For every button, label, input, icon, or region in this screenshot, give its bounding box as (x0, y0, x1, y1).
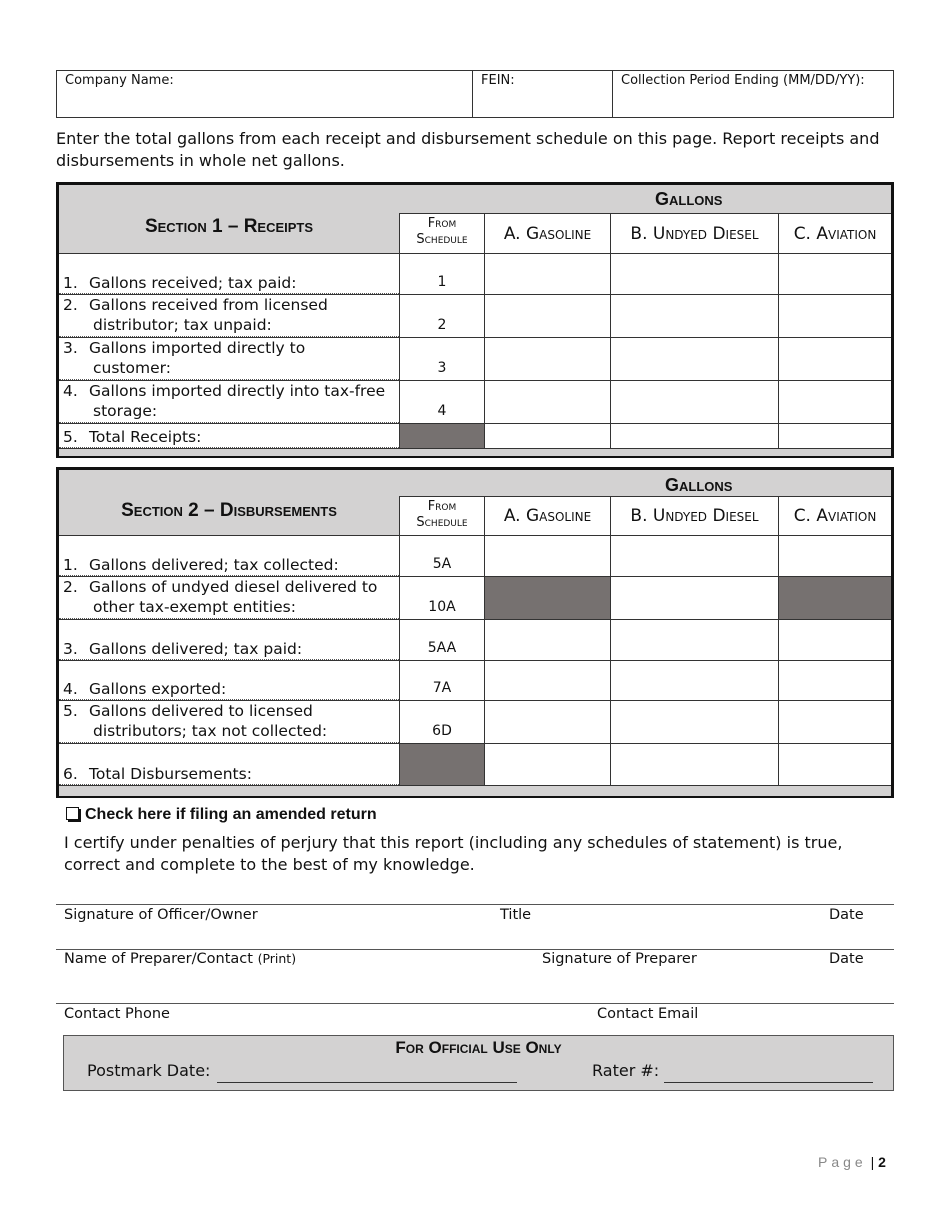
row-label: 6. Total Disbursements: (63, 765, 252, 783)
table-row (59, 576, 891, 619)
gasoline-input[interactable] (484, 338, 610, 380)
schedule-ref: 5AA (399, 620, 484, 660)
schedule-ref: 7A (399, 661, 484, 700)
undyed-diesel-input[interactable] (610, 338, 778, 380)
collection-period-field[interactable] (613, 71, 893, 117)
table-row (59, 337, 891, 380)
table-row (59, 294, 891, 337)
checkbox-icon[interactable] (66, 807, 79, 820)
gasoline-header: A. Gasoline (484, 213, 610, 253)
signature-line-preparer[interactable] (56, 949, 894, 950)
gallons-header: Gallons (655, 189, 723, 209)
amended-return-label: Check here if filing an amended return (85, 806, 377, 823)
gasoline-input[interactable] (484, 536, 610, 576)
schedule-ref: 10A (399, 577, 484, 619)
company-name-field[interactable] (57, 71, 473, 117)
aviation-input[interactable] (778, 620, 891, 660)
undyed-diesel-header: B. Undyed Diesel (610, 213, 778, 253)
undyed-diesel-input[interactable] (610, 295, 778, 337)
page-word: Page (818, 1154, 867, 1170)
row-label: 4. Gallons exported: (63, 680, 227, 698)
postmark-date-field[interactable] (217, 1082, 517, 1083)
table-row (59, 619, 891, 660)
preparer-name-label: Name of Preparer/Contact (Print) (64, 951, 297, 967)
header-fields (56, 70, 894, 118)
aviation-header: C. Aviation (778, 496, 891, 535)
gasoline-input[interactable] (484, 381, 610, 423)
undyed-diesel-input[interactable] (610, 381, 778, 423)
official-use-box (63, 1035, 894, 1091)
title-label: Title (500, 907, 532, 923)
section-2-disbursements-table (56, 467, 894, 798)
undyed-diesel-input[interactable] (610, 701, 778, 743)
gasoline-input[interactable] (484, 295, 610, 337)
schedule-ref: 5A (399, 536, 484, 576)
undyed-diesel-input[interactable] (610, 254, 778, 294)
aviation-input[interactable] (778, 295, 891, 337)
gasoline-header: A. Gasoline (484, 496, 610, 535)
aviation-input[interactable] (778, 536, 891, 576)
certification-statement: I certify under penalties of perjury that this report (including any schedules of statement) is true, correct and complete to the best of my knowledge. (64, 833, 843, 874)
date-label: Date (829, 951, 864, 967)
row-label: 3. Gallons delivered; tax paid: (63, 640, 303, 658)
section-1-title: Section 1 – Receipts (144, 216, 314, 237)
print-note: (Print) (257, 951, 297, 966)
company-name-label: Company Name: (65, 73, 174, 88)
fein-label: FEIN: (481, 73, 515, 88)
aviation-total-input[interactable] (778, 424, 891, 448)
contact-email-label: Contact Email (597, 1006, 699, 1022)
undyed-diesel-total-input[interactable] (610, 424, 778, 448)
from-schedule-header: From Schedule (399, 496, 484, 535)
schedule-ref: 3 (399, 338, 484, 380)
section-2-title: Section 2 – Disbursements (121, 500, 337, 521)
amended-return-checkbox[interactable] (66, 806, 377, 824)
contact-phone-label: Contact Phone (64, 1006, 170, 1022)
rater-field[interactable] (664, 1082, 873, 1083)
undyed-diesel-input[interactable] (610, 577, 778, 619)
aviation-blocked-cell (778, 577, 891, 619)
undyed-diesel-header: B. Undyed Diesel (610, 496, 778, 535)
contact-line[interactable] (56, 1003, 894, 1004)
table-row-total (59, 743, 891, 785)
gasoline-blocked-cell (484, 577, 610, 619)
postmark-date-label: Postmark Date: (87, 1061, 211, 1080)
row-label: 1. Gallons delivered; tax collected: (63, 556, 339, 574)
aviation-input[interactable] (778, 701, 891, 743)
table-row (59, 700, 891, 743)
gasoline-total-input[interactable] (484, 424, 610, 448)
aviation-input[interactable] (778, 661, 891, 700)
gasoline-input[interactable] (484, 701, 610, 743)
instructions: Enter the total gallons from each receipt and disbursement schedule on this page. Report receipts and disbursements in whole net gallons. (56, 129, 880, 170)
aviation-input[interactable] (778, 254, 891, 294)
row-label: 5. Total Receipts: (63, 428, 202, 446)
row-label: 1. Gallons received; tax paid: (63, 274, 297, 292)
aviation-header: C. Aviation (778, 213, 891, 253)
page-footer: Page | 2 (818, 1154, 886, 1170)
table-row (59, 253, 891, 294)
fein-field[interactable] (473, 71, 613, 117)
schedule-ref-blocked (399, 744, 484, 785)
undyed-diesel-total-input[interactable] (610, 744, 778, 785)
collection-period-label: Collection Period Ending (MM/DD/YY): (621, 73, 865, 88)
from-schedule-header: From Schedule (399, 213, 484, 253)
schedule-ref: 4 (399, 381, 484, 423)
preparer-signature-label: Signature of Preparer (542, 951, 697, 967)
rater-label: Rater #: (592, 1061, 660, 1080)
undyed-diesel-input[interactable] (610, 536, 778, 576)
schedule-ref: 2 (399, 295, 484, 337)
table-row (59, 660, 891, 700)
page-number: 2 (878, 1154, 886, 1170)
table-row-total (59, 423, 891, 448)
gasoline-input[interactable] (484, 620, 610, 660)
schedule-ref: 1 (399, 254, 484, 294)
row-label: 4. Gallons imported directly into tax-free storage: (63, 382, 386, 420)
row-label: 2. Gallons of undyed diesel delivered to other tax-exempt entities: (63, 578, 378, 616)
gasoline-input[interactable] (484, 254, 610, 294)
aviation-input[interactable] (778, 381, 891, 423)
row-label: 3. Gallons imported directly to customer: (63, 339, 306, 377)
schedule-ref: 6D (399, 701, 484, 743)
schedule-ref-blocked (399, 424, 484, 448)
section-1-receipts-table (56, 182, 894, 458)
gasoline-input[interactable] (484, 661, 610, 700)
row-label: 2. Gallons received from licensed distributor; tax unpaid: (63, 296, 328, 334)
gasoline-total-input[interactable] (484, 744, 610, 785)
gallons-header: Gallons (665, 475, 733, 495)
table-row (59, 380, 891, 423)
aviation-input[interactable] (778, 338, 891, 380)
aviation-total-input[interactable] (778, 744, 891, 785)
undyed-diesel-input[interactable] (610, 661, 778, 700)
row-label: 5. Gallons delivered to licensed distributors; tax not collected: (63, 702, 328, 740)
undyed-diesel-input[interactable] (610, 620, 778, 660)
signature-line-officer[interactable] (56, 904, 894, 905)
table-row (59, 535, 891, 576)
date-label: Date (829, 907, 864, 923)
officer-signature-label: Signature of Officer/Owner (64, 907, 258, 923)
official-use-title: For Official Use Only (395, 1038, 562, 1057)
